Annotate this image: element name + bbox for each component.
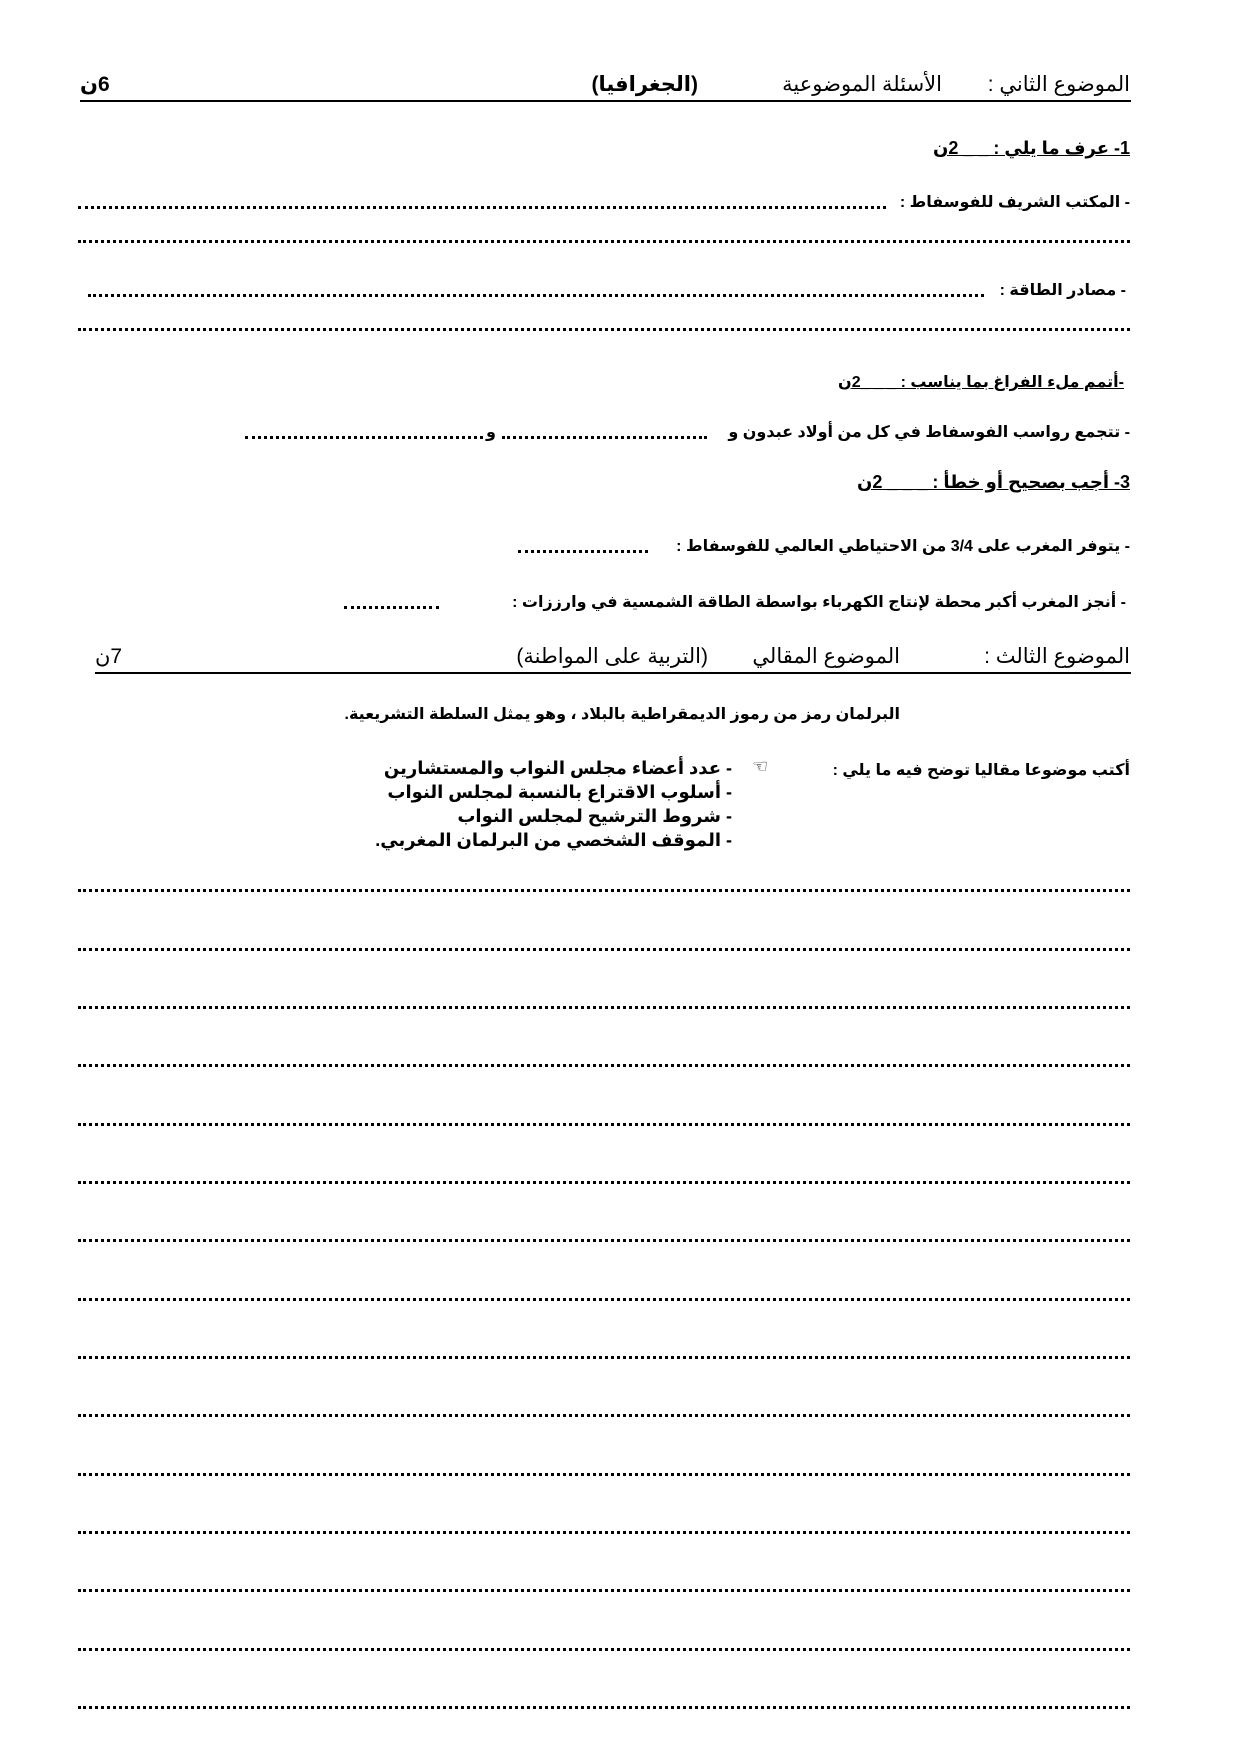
- bullet-item: - أسلوب الاقتراع بالنسبة لمجلس النواب: [387, 782, 732, 802]
- q1-item2-answer-line[interactable]: [88, 294, 984, 297]
- section2-title: الموضوع الثاني :: [987, 73, 1130, 96]
- section2-subtitle: الأسئلة الموضوعية: [782, 73, 942, 96]
- q2-answer-blank-2[interactable]: [245, 436, 483, 439]
- q3-item2-label: - أنجز المغرب أكبر محطة لإنتاج الكهرباء بواسطة الطاقة الشمسية في وارززات :: [512, 594, 1126, 611]
- section2-subject: (الجغرافيا): [591, 73, 698, 96]
- section3-subtitle: الموضوع المقالي: [752, 645, 900, 668]
- bullet-item: - شروط الترشيح لمجلس النواب: [457, 806, 732, 826]
- essay-line[interactable]: [78, 1473, 1130, 1476]
- essay-line[interactable]: [78, 1531, 1130, 1534]
- essay-line[interactable]: [78, 948, 1130, 951]
- bullet-item: - الموقف الشخصي من البرلمان المغربي.: [375, 830, 732, 850]
- pointing-hand-icon: ☜: [752, 756, 769, 777]
- q1-item1-answer-line-2[interactable]: [78, 240, 1130, 243]
- essay-line[interactable]: [78, 1356, 1130, 1359]
- q2-answer-blank-1[interactable]: [502, 436, 707, 439]
- q1-item2-label: - مصادر الطاقة :: [999, 282, 1126, 299]
- bullet-item: - عدد أعضاء مجلس النواب والمستشارين: [383, 758, 732, 778]
- q3-title: 3- أجب بصحيح أو خطأ : _ _ _ 2ن: [856, 472, 1130, 492]
- section3-instruction: أكتب موضوعا مقاليا توضح فيه ما يلي :: [832, 762, 1130, 779]
- essay-line[interactable]: [78, 1648, 1130, 1651]
- essay-line[interactable]: [78, 889, 1130, 892]
- essay-line[interactable]: [78, 1006, 1130, 1009]
- section2-rule: [80, 100, 1131, 102]
- essay-line[interactable]: [78, 1181, 1130, 1184]
- q3-item1-label: - يتوفر المغرب على 3/4 من الاحتياطي العالمي للفوسفاط :: [676, 538, 1130, 555]
- essay-line[interactable]: [78, 1589, 1130, 1592]
- section3-title: الموضوع الثالث :: [984, 645, 1130, 668]
- essay-line[interactable]: [78, 1706, 1130, 1709]
- q1-item1-label: - المكتب الشريف للفوسفاط :: [899, 194, 1130, 211]
- q2-title: -أتمم ملء الفراغ بما يناسب : _ _ _2ن: [838, 374, 1124, 391]
- section3-intro: البرلمان رمز من رموز الديمقراطية بالبلاد ، وهو يمثل السلطة التشريعية.: [344, 706, 900, 723]
- q3-item1-answer-blank[interactable]: [518, 550, 648, 553]
- essay-line[interactable]: [78, 1298, 1130, 1301]
- q2-conjunction: و: [486, 424, 496, 441]
- q1-item2-answer-line-2[interactable]: [78, 328, 1130, 331]
- essay-line[interactable]: [78, 1239, 1130, 1242]
- section3-rule: [95, 672, 1131, 674]
- essay-line[interactable]: [78, 1064, 1130, 1067]
- section3-points: 7ن: [95, 645, 123, 668]
- q1-title: 1- عرف ما يلي : _ _ 2ن: [932, 138, 1130, 158]
- section2-points: 6ن: [80, 73, 110, 96]
- essay-line[interactable]: [78, 1414, 1130, 1417]
- essay-line[interactable]: [78, 1123, 1130, 1126]
- section3-subject: (التربية على المواطنة): [516, 645, 708, 668]
- q2-item1-label: - تتجمع رواسب الفوسفاط في كل من أولاد عبدون و: [728, 424, 1130, 441]
- q3-item2-answer-blank[interactable]: [344, 606, 439, 609]
- q1-item1-answer-line[interactable]: [78, 206, 886, 209]
